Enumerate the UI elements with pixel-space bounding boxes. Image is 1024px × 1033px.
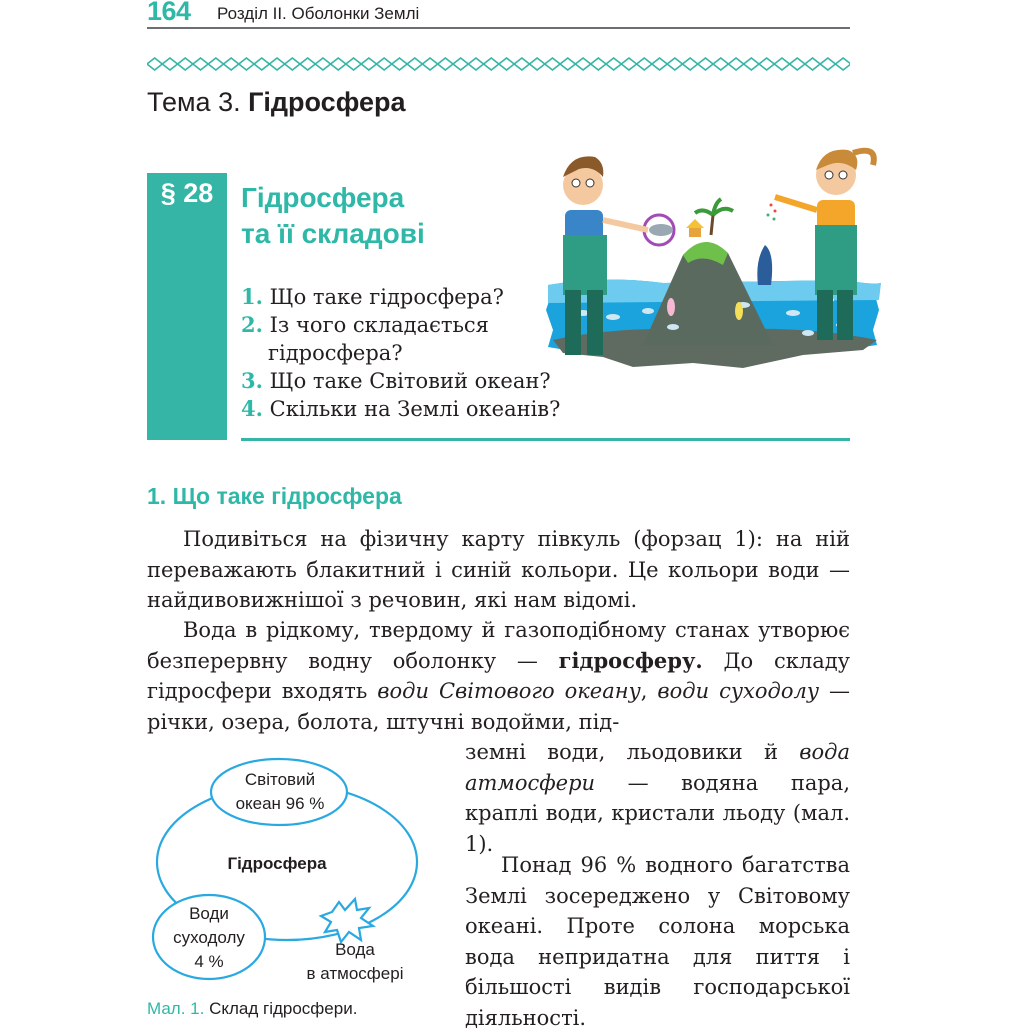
hydrosphere-center-label: Гідросфера xyxy=(227,854,327,873)
section-title xyxy=(241,180,425,252)
question-item: 2. Із чого складається xyxy=(241,312,489,337)
topic-title xyxy=(147,87,406,118)
question-item-continued: гідросфера? xyxy=(268,341,403,365)
section-number: § 28 xyxy=(160,178,214,208)
section-questions xyxy=(241,283,560,423)
diamond-border-ornament xyxy=(147,57,850,71)
figure-caption: Мал. 1. Склад гідросфери. xyxy=(147,999,358,1018)
ocean-label: Світовий океан 96 % xyxy=(235,770,325,813)
atmosphere-label: Вода в атмосфері xyxy=(306,940,404,983)
section-title-line2: та її складові xyxy=(241,218,425,249)
paragraph-3: Понад 96 % водного багатства Землі зосереджено у Світовому океані. Проте солона морська вода непридатна для пиття і більшості видів господарської діяльності. xyxy=(465,853,850,1030)
question-item: 4. Скільки на Землі океанів? xyxy=(241,396,561,421)
subsection-heading: 1. Що таке гідросфера xyxy=(147,483,402,509)
running-head: Розділ ІІ. Оболонки Землі xyxy=(217,4,420,23)
paragraph-2: Вода в рідкому, твердому й газоподібному станах утворює безперервну водну оболонку — гідросферу. До складу гідросфери входять води Світового океану, води суходолу — річки, озера, болота, штучні водойми, під- xyxy=(147,618,851,734)
hydrosphere-illustration xyxy=(543,135,883,370)
land-water-label: Води суходолу 4 % xyxy=(173,904,245,971)
section-color-bar xyxy=(147,173,227,440)
header-rule xyxy=(147,27,850,29)
caption-label: Мал. 1. xyxy=(147,999,205,1018)
term-hydrosphere: гідросферу. xyxy=(558,647,703,673)
question-item: 3. Що таке Світовий океан? xyxy=(241,368,551,393)
paragraph-1: Подивіться на фізичну карту півкуль (форзац 1): на ній переважають блакитний і синій кольори. Це кольори води — найдивовижнішої з речовин, які нам відомі. xyxy=(147,527,850,612)
section-rule xyxy=(241,438,850,441)
topic-name: Гідросфера xyxy=(248,87,406,117)
paragraph-2-continued: земні води, льодовики й вода атмосфери — водяна пара, краплі води, кристали льоду (мал. 1). xyxy=(465,740,850,856)
section-title-line1: Гідросфера xyxy=(241,182,405,213)
topic-prefix: Тема 3. xyxy=(147,87,241,117)
page-number: 164 xyxy=(147,0,191,26)
question-item: 1. Що таке гідросфера? xyxy=(241,284,504,309)
